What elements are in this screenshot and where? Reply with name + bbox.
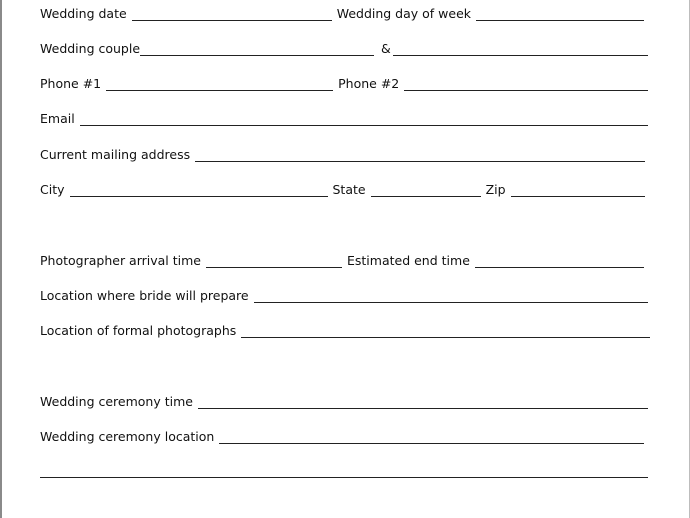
wedding-day-of-week-label: Wedding day of week [336,6,472,21]
formal-photos-label: Location of formal photographs [40,323,237,338]
wedding-couple-label: Wedding couple [40,41,141,56]
zip-label: Zip [485,182,506,197]
row-wedding-couple [40,39,650,59]
estimated-end-label: Estimated end time [347,253,470,268]
phone1-label: Phone #1 [40,76,102,91]
email-field[interactable] [80,109,648,126]
mailing-address-field[interactable] [195,145,645,162]
mailing-address-label: Current mailing address [40,147,191,162]
zip-field[interactable] [511,180,645,197]
state-label: State [332,182,366,197]
row-phones [40,74,650,94]
row-email [40,109,650,129]
city-field[interactable] [70,180,328,197]
row-blank-line [40,461,650,481]
extra-line-field[interactable] [40,461,648,478]
ceremony-time-field[interactable] [198,392,648,409]
formal-photos-field[interactable] [241,321,650,338]
row-ceremony-location [40,427,650,447]
phone2-label: Phone #2 [338,76,400,91]
row-mailing-address [40,145,650,165]
wedding-day-of-week-field[interactable] [476,4,644,21]
estimated-end-field[interactable] [475,251,644,268]
ampersand-label: & [381,41,391,56]
phone1-field[interactable] [106,74,333,91]
photographer-arrival-field[interactable] [206,251,342,268]
bride-prepare-label: Location where bride will prepare [40,288,249,303]
wedding-couple-field-1[interactable] [140,39,374,56]
page-left-border [0,0,2,518]
row-bride-prepare [40,286,650,306]
bride-prepare-field[interactable] [254,286,648,303]
row-photographer-times [40,251,650,271]
wedding-date-label: Wedding date [40,6,127,21]
city-label: City [40,182,65,197]
photographer-arrival-label: Photographer arrival time [40,253,201,268]
wedding-couple-field-2[interactable] [393,39,648,56]
row-formal-photos [40,321,650,341]
wedding-date-field[interactable] [132,4,332,21]
ceremony-location-label: Wedding ceremony location [40,429,215,444]
email-label: Email [40,111,75,126]
row-wedding-date [40,4,650,24]
ceremony-time-label: Wedding ceremony time [40,394,193,409]
row-ceremony-time [40,392,650,412]
row-city-state-zip [40,180,650,200]
ceremony-location-field[interactable] [219,427,644,444]
phone2-field[interactable] [404,74,648,91]
state-field[interactable] [371,180,481,197]
